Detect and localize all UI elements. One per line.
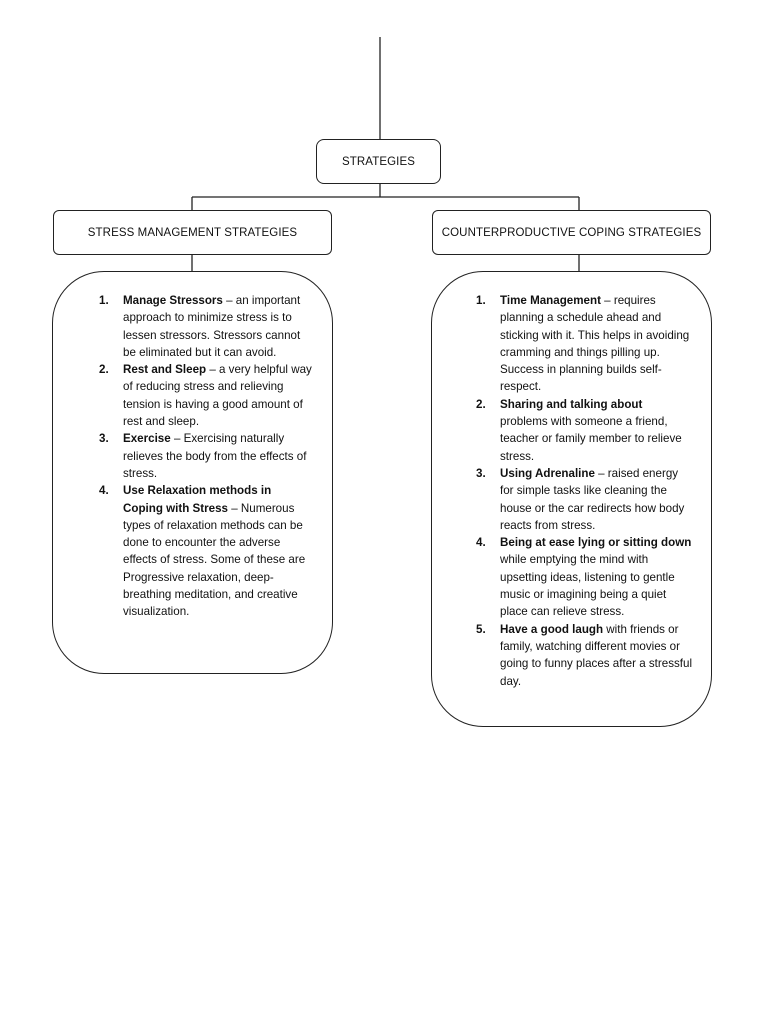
counterproductive-coping-heading-node: [432, 210, 711, 255]
item-number: 2.: [476, 397, 486, 411]
item-number: 2.: [99, 363, 109, 377]
list-item: [99, 361, 314, 430]
item-text: – a very helpful way of reducing stress and relieving tension is having a good amount of rest and sleep.: [123, 363, 312, 429]
item-term: Using Adrenaline: [500, 466, 595, 480]
item-text: while emptying the mind with upsetting ideas, listening to gentle music or imagining being a quiet place can relieve stress.: [500, 553, 675, 619]
counterproductive-coping-list-node: [431, 271, 712, 727]
list-item: [476, 396, 693, 465]
item-term: Have a good laugh: [500, 622, 604, 636]
item-term: Rest and Sleep: [123, 363, 207, 377]
list-item: [476, 465, 693, 534]
item-term: Sharing and talking about: [500, 397, 643, 411]
stress-management-heading: STRESS MANAGEMENT STRATEGIES: [87, 226, 298, 239]
item-number: 4.: [476, 536, 486, 550]
item-number: 1.: [99, 294, 109, 307]
counterproductive-coping-heading: COUNTERPRODUCTIVE COPING STRATEGIES: [441, 226, 702, 239]
counterproductive-coping-list: [476, 292, 693, 690]
list-item: [476, 534, 693, 620]
root-label: STRATEGIES: [342, 155, 415, 168]
item-text: problems with someone a friend, teacher or family member to relieve stress.: [500, 415, 682, 463]
item-number: 1.: [476, 294, 486, 307]
stress-management-list: [99, 292, 314, 621]
list-item: [476, 621, 693, 690]
item-number: 4.: [99, 484, 109, 498]
list-item: [99, 430, 314, 482]
item-number: 5.: [476, 622, 486, 636]
list-item: [99, 292, 314, 361]
item-term: Time Management: [500, 294, 601, 307]
item-text: – raised energy for simple tasks like cleaning the house or the car redirects how body reacts from stress.: [500, 466, 685, 532]
item-text: – Numerous types of relaxation methods can be done to encounter the adverse effects of stress. Some of these are Progressive relaxation, deep-breathing meditation, and creative visualization.: [123, 501, 306, 619]
root-node: [316, 139, 441, 184]
item-text: – an important approach to minimize stress is to lessen stressors. Stressors cannot be eliminated but it can avoid.: [123, 294, 301, 359]
item-number: 3.: [476, 466, 486, 480]
item-text: with friends or family, watching different movies or going to funny places after a stressful day.: [500, 622, 693, 688]
item-text: – requires planning a schedule ahead and sticking with it. This helps in avoiding cramming and things pilling up. Success in planning builds self-respect.: [500, 294, 690, 394]
item-text: – Exercising naturally relieves the body from the effects of stress.: [123, 432, 307, 480]
item-term: Manage Stressors: [123, 294, 223, 307]
list-item: [476, 292, 693, 396]
item-number: 3.: [99, 432, 109, 446]
stress-management-list-node: [52, 271, 333, 674]
list-item: [99, 482, 314, 620]
item-term: Exercise: [123, 432, 171, 446]
stress-management-heading-node: [53, 210, 332, 255]
item-term: Being at ease lying or sitting down: [500, 536, 692, 550]
item-term: Use Relaxation methods in Coping with Stress: [123, 484, 272, 515]
